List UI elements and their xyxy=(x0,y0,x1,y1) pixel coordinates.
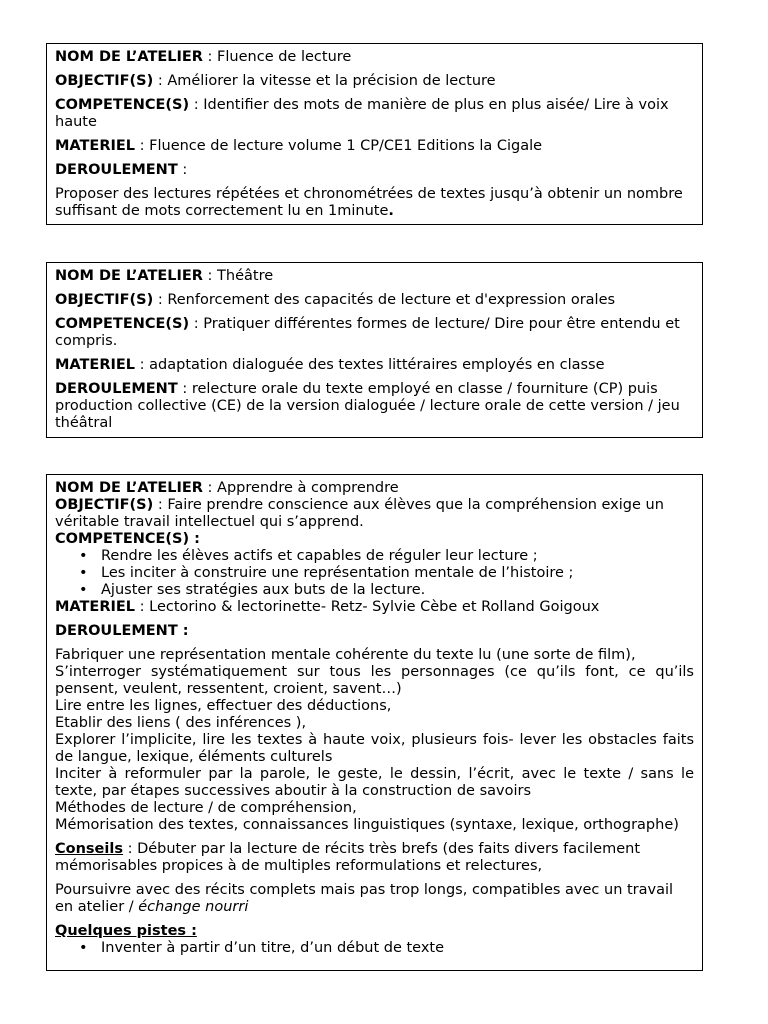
deroulement-value: : relecture orale du texte employé en classe / fourniture (CP) puis production collective (CE) de la version dialoguée / lecture orale de cette version / jeu théâtral xyxy=(55,381,680,431)
materiel-row xyxy=(55,599,694,616)
poursuivre-row xyxy=(55,882,694,916)
conseils-label: Conseils xyxy=(55,841,123,857)
objectif-label: OBJECTIF(S) xyxy=(55,497,154,513)
nom-value: : Théâtre xyxy=(202,268,274,284)
deroulement-label: DEROULEMENT xyxy=(55,162,178,178)
materiel-label: MATERIEL xyxy=(55,599,136,615)
poursuivre-text: Poursuivre avec des récits complets mais pas trop longs, compatibles avec un travail en atelier / xyxy=(55,882,674,915)
nom-row xyxy=(55,49,694,66)
competence-row xyxy=(55,531,694,548)
bullet-icon: • xyxy=(79,548,88,564)
competence-label: COMPETENCE(S) : xyxy=(55,531,200,547)
deroulement-line: Méthodes de lecture / de compréhension, xyxy=(55,800,357,816)
conseils-value: : Débuter par la lecture de récits très brefs (des faits divers facilement mémorisables propices à de multiples reformulations et relectures, xyxy=(55,841,641,874)
objectif-row xyxy=(55,73,694,90)
materiel-value: : adaptation dialoguée des textes littéraires employés en classe xyxy=(135,357,605,373)
deroulement-sep: : xyxy=(177,162,188,178)
nom-value: : Fluence de lecture xyxy=(202,49,352,65)
deroulement-line: Inciter à reformuler par la parole, le geste, le dessin, l’écrit, avec le texte / sans le texte, par étapes successives aboutir à la construction de savoirs xyxy=(55,766,694,799)
nom-row xyxy=(55,268,694,285)
materiel-label: MATERIEL xyxy=(55,138,136,154)
list-item xyxy=(79,548,694,565)
pistes-label: Quelques pistes : xyxy=(55,923,197,939)
conseils-row xyxy=(55,841,694,875)
objectif-value: : Améliorer la vitesse et la précision de lecture xyxy=(153,73,496,89)
atelier-theatre-card xyxy=(46,262,703,438)
competence-value: : Pratiquer différentes formes de lecture/ Dire pour être entendu et compris. xyxy=(55,316,680,349)
list-item-text: Les inciter à construire une représentation mentale de l’histoire ; xyxy=(101,565,574,581)
materiel-row xyxy=(55,357,694,374)
bullet-icon: • xyxy=(79,565,88,581)
competence-label: COMPETENCE(S) xyxy=(55,97,190,113)
deroulement-line: Mémorisation des textes, connaissances linguistiques (syntaxe, lexique, orthographe) xyxy=(55,817,679,833)
nom-label: NOM DE L’ATELIER xyxy=(55,268,203,284)
list-item xyxy=(79,565,694,582)
competence-value: : Identifier des mots de manière de plus en plus aisée/ Lire à voix haute xyxy=(55,97,669,130)
materiel-value: : Lectorino & lectorinette- Retz- Sylvie Cèbe et Rolland Goigoux xyxy=(135,599,600,615)
list-item xyxy=(79,940,694,957)
nom-label: NOM DE L’ATELIER xyxy=(55,49,203,65)
objectif-label: OBJECTIF(S) xyxy=(55,73,154,89)
competence-row xyxy=(55,97,694,131)
deroulement-label: DEROULEMENT xyxy=(55,381,178,397)
objectif-value: : Renforcement des capacités de lecture et d'expression orales xyxy=(153,292,616,308)
objectif-label: OBJECTIF(S) xyxy=(55,292,154,308)
competence-row xyxy=(55,316,694,350)
deroulement-row xyxy=(55,162,694,179)
deroulement-line: S’interroger systématiquement sur tous les personnages (ce qu’ils font, ce qu’ils pensent, veulent, ressentent, croient, savent…) xyxy=(55,664,694,697)
bullet-icon: • xyxy=(79,940,88,956)
atelier-comprendre-card xyxy=(46,474,703,971)
nom-value: : Apprendre à comprendre xyxy=(202,480,399,496)
list-item-text: Rendre les élèves actifs et capables de réguler leur lecture ; xyxy=(101,548,538,564)
objectif-value: : Faire prendre conscience aux élèves que la compréhension exige un véritable travail intellectuel qui s’apprend. xyxy=(55,497,664,530)
deroulement-body: Proposer des lectures répétées et chronométrées de textes jusqu’à obtenir un nombre suffisant de mots correctement lu en 1minute xyxy=(55,186,683,219)
nom-row xyxy=(55,480,694,497)
deroulement-line: Explorer l’implicite, lire les textes à haute voix, plusieurs fois- lever les obstacles faits de langue, lexique, éléments culturels xyxy=(55,732,694,765)
poursuivre-italic: échange nourri xyxy=(138,899,249,915)
deroulement-text xyxy=(55,186,694,220)
atelier-fluence-card xyxy=(46,43,703,225)
bullet-icon: • xyxy=(79,582,88,598)
pistes-heading xyxy=(55,923,694,940)
materiel-row xyxy=(55,138,694,155)
deroulement-label: DEROULEMENT : xyxy=(55,623,189,639)
deroulement-line: Lire entre les lignes, effectuer des déductions, xyxy=(55,698,392,714)
objectif-row xyxy=(55,292,694,309)
nom-label: NOM DE L’ATELIER xyxy=(55,480,203,496)
list-item-text: Inventer à partir d’un titre, d’un début de texte xyxy=(101,940,445,956)
materiel-label: MATERIEL xyxy=(55,357,136,373)
deroulement-body xyxy=(55,647,694,834)
list-item-text: Ajuster ses stratégies aux buts de la lecture. xyxy=(101,582,426,598)
objectif-row xyxy=(55,497,694,531)
competence-list xyxy=(55,548,694,599)
materiel-value: : Fluence de lecture volume 1 CP/CE1 Editions la Cigale xyxy=(135,138,543,154)
list-item xyxy=(79,582,694,599)
pistes-list xyxy=(55,940,694,957)
deroulement-end: . xyxy=(388,203,394,219)
deroulement-line: Fabriquer une représentation mentale cohérente du texte lu (une sorte de film), xyxy=(55,647,636,663)
deroulement-line: Etablir des liens ( des inférences ), xyxy=(55,715,307,731)
competence-label: COMPETENCE(S) xyxy=(55,316,190,332)
deroulement-row xyxy=(55,381,694,432)
deroulement-heading xyxy=(55,623,694,640)
